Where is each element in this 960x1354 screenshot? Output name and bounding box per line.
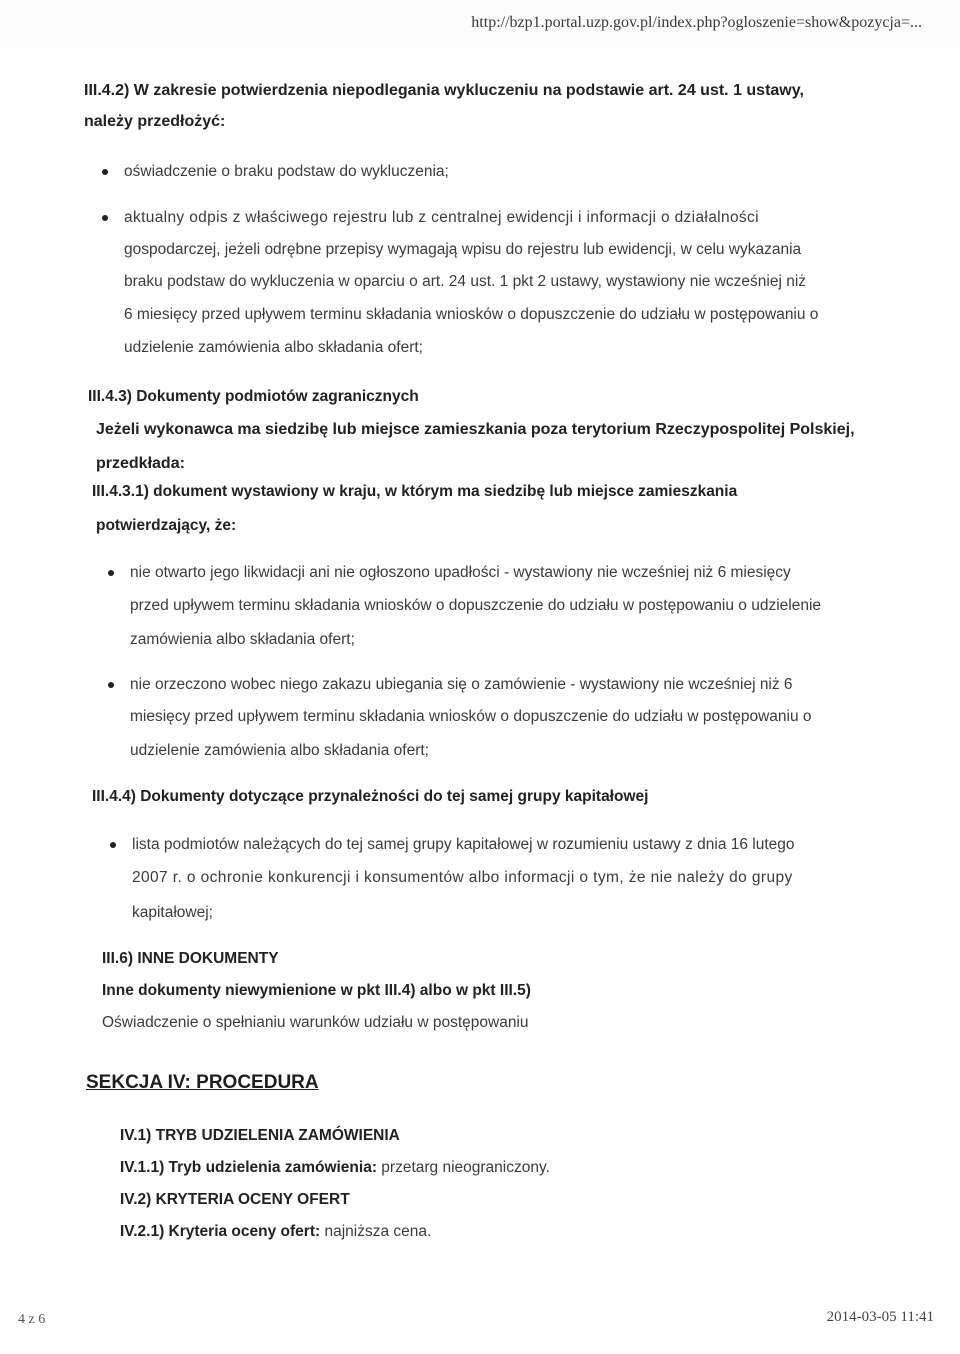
section-iv-1-heading: IV.1) TRYB UDZIELENIA ZAMÓWIENIA [120, 1127, 400, 1144]
list-item-text: 2007 r. o ochronie konkurencji i konsumentów albo informacji o tym, że nie należy do grupy [132, 869, 793, 886]
section-iii-4-2-heading-cont: należy przedłożyć: [84, 113, 226, 130]
list-item-text: gospodarczej, jeżeli odrębne przepisy wymagają wpisu do rejestru lub ewidencji, w celu wykazania [124, 241, 802, 258]
list-item: nie orzeczono wobec niego zakazu ubiegania się o zamówienie - wystawiony nie wcześniej niż 6 [130, 676, 793, 693]
list-item-text: braku podstaw do wykluczenia w oparciu o art. 24 ust. 1 pkt 2 ustawy, wystawiony nie wcześniej niż [124, 273, 807, 290]
section-iii-6-text: Oświadczenie o spełnianiu warunków udziału w postępowaniu [102, 1014, 529, 1031]
section-iii-4-3-heading: III.4.3) Dokumenty podmiotów zagranicznych [88, 388, 419, 405]
section-iii-6-heading: III.6) INNE DOKUMENTY [102, 950, 279, 967]
list-item-text: udzielenie zamówienia albo składania ofert; [124, 339, 423, 356]
section-iii-4-4-heading: III.4.4) Dokumenty dotyczące przynależności do tej samej grupy kapitałowej [92, 788, 649, 805]
section-iv-2-1-label: IV.2.1) Kryteria oceny ofert: [120, 1223, 321, 1240]
section-iv-2-1 [120, 1222, 431, 1242]
page-url: http://bzp1.portal.uzp.gov.pl/index.php?ogloszenie=show&pozycja=... [471, 14, 922, 31]
section-iv-1-1-label: IV.1.1) Tryb udzielenia zamówienia: [120, 1159, 377, 1176]
section-iii-4-3-intro-cont: przedkłada: [96, 455, 185, 472]
list-item-text: miesięcy przed upływem terminu składania wniosków o dopuszczenie do udziału w postępowaniu o [130, 708, 812, 725]
section-iv-2-1-value: najniższa cena. [324, 1223, 432, 1240]
list-item-text: przed upływem terminu składania wniosków o dopuszczenie do udziału w postępowaniu o udzielenie [130, 597, 822, 614]
section-iii-4-3-1-heading: III.4.3.1) dokument wystawiony w kraju, w którym ma siedzibę lub miejsce zamieszkania [92, 483, 738, 500]
list-item: aktualny odpis z właściwego rejestru lub z centralnej ewidencji i informacji o działalności [124, 209, 759, 226]
list-item: oświadczenie o braku podstaw do wykluczenia; [124, 163, 449, 180]
list-item-text: kapitałowej; [132, 904, 213, 921]
section-iii-4-3-1-heading-cont: potwierdzający, że: [96, 517, 237, 534]
section-iv-1-1-value: przetarg nieograniczony. [381, 1159, 550, 1176]
list-item-text: zamówienia albo składania ofert; [130, 631, 355, 648]
section-iii-4-2-heading: III.4.2) W zakresie potwierdzenia niepodlegania wykluczeniu na podstawie art. 24 ust. 1 ustawy, [84, 82, 804, 99]
page-number: 4 z 6 [18, 1312, 46, 1327]
list-item: nie otwarto jego likwidacji ani nie ogłoszono upadłości - wystawiony nie wcześniej niż 6 miesięcy [130, 564, 791, 581]
section-iii-6-subheading: Inne dokumenty niewymienione w pkt III.4) albo w pkt III.5) [102, 982, 531, 999]
section-iii-4-3-intro: Jeżeli wykonawca ma siedzibę lub miejsce zamieszkania poza terytorium Rzeczypospolitej Polskiej, [96, 421, 855, 438]
section-iv-2-heading: IV.2) KRYTERIA OCENY OFERT [120, 1191, 350, 1208]
section-iv-title: SEKCJA IV: PROCEDURA [86, 1072, 319, 1093]
section-iv-1-1 [120, 1158, 550, 1178]
print-datetime: 2014-03-05 11:41 [826, 1309, 934, 1325]
list-item-text: udzielenie zamówienia albo składania ofert; [130, 742, 429, 759]
list-item: lista podmiotów należących do tej samej grupy kapitałowej w rozumieniu ustawy z dnia 16 lutego [132, 836, 795, 853]
list-item-text: 6 miesięcy przed upływem terminu składania wniosków o dopuszczenie do udziału w postępowaniu o [124, 306, 819, 323]
